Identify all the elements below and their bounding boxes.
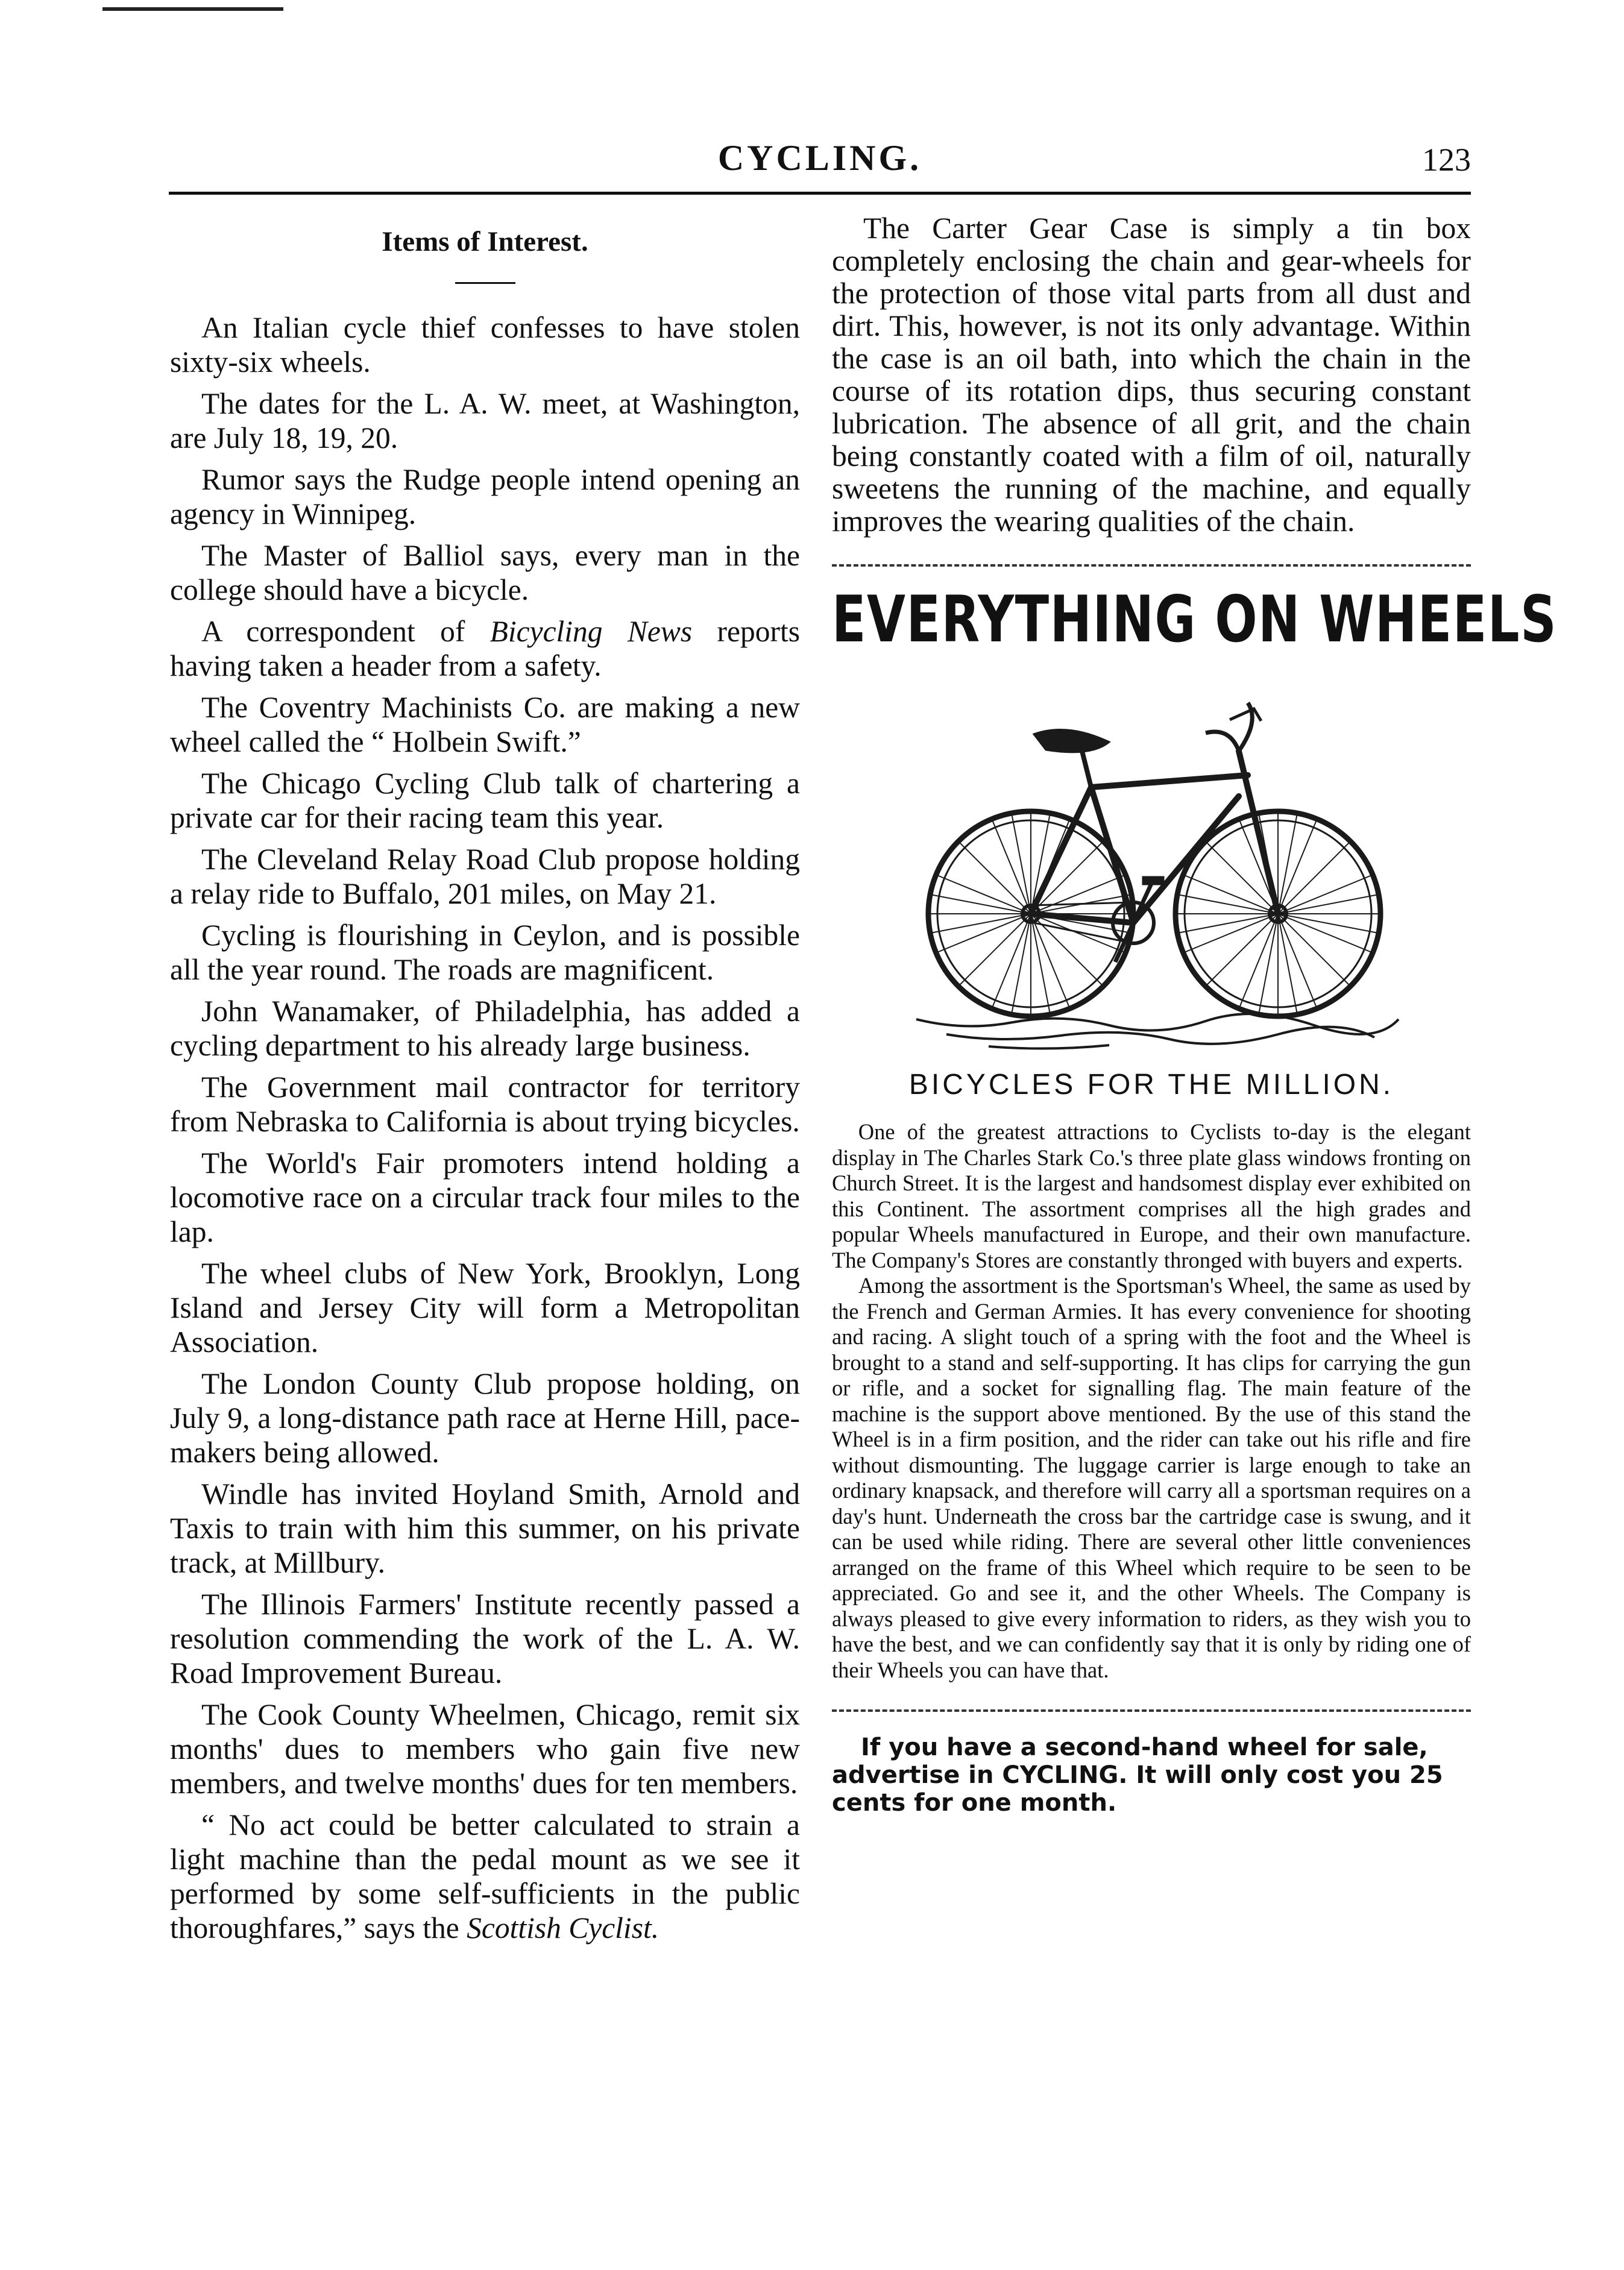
header-rule <box>169 192 1471 195</box>
bicycle-illustration <box>832 685 1471 1058</box>
news-item <box>170 614 800 683</box>
news-item: The London County Club propose holding, on July 9, a long-distance path race at Herne Hill, pace-makers being allowed. <box>170 1367 800 1469</box>
news-item: Windle has invited Hoyland Smith, Arnold and Taxis to train with him this summer, on his private track, at Millbury. <box>170 1477 800 1579</box>
classified-notice: If you have a second-hand wheel for sale, advertise in CYCLING. It will only cost you 25 cents for one month. <box>832 1734 1443 1817</box>
publication-name: Bicycling News <box>489 615 693 648</box>
news-item: The Chicago Cycling Club talk of chartering a private car for their racing team this year. <box>170 767 800 834</box>
news-items <box>170 310 800 1945</box>
ad-paragraph: One of the greatest attractions to Cyclists to-day is the elegant display in The Charles Stark Co.'s three plate glass windows fronting on Church Street. It is the largest and handsomest display ever exhibited on this Continent. The assortment comprises all the high grades and popular Wheels manufactured in Europe, and their own manufacture. The Company's Stores are constantly thronged with buyers and experts. <box>832 1119 1471 1272</box>
news-item: Rumor says the Rudge people intend opening an agency in Winnipeg. <box>170 463 800 530</box>
items-heading: Items of Interest. <box>382 226 588 257</box>
scan-mark <box>102 7 283 11</box>
running-title: CYCLING. <box>717 138 922 178</box>
news-item-text: “ No act could be better calculated to strain a light machine than the pedal mount as we see it performed by some self-sufficients in the public thoroughfares,” says the <box>170 1808 800 1945</box>
left-column <box>170 212 800 1952</box>
ad-headline: EVERYTHING ON WHEELS <box>832 582 1558 656</box>
news-item: The Master of Balliol says, every man in the college should have a bicycle. <box>170 539 800 606</box>
ad-subheading: BICYCLES FOR THE MILLION. <box>908 1069 1394 1101</box>
news-item: The wheel clubs of New York, Brooklyn, Long Island and Jersey City will form a Metropolitan Association. <box>170 1257 800 1359</box>
news-item: The dates for the L. A. W. meet, at Washington, are July 18, 19, 20. <box>170 387 800 454</box>
gear-case-paragraph: The Carter Gear Case is simply a tin box completely enclosing the chain and gear-wheels for the protection of those vital parts from all dust and dirt. This, however, is not its only advantage. Within the case is an oil bath, into which the chain in the course of its rotation dips, thus securing constant lubrication. The absence of all grit, and the chain being constantly coated with a film of oil, naturally sweetens the running of the machine, and equally improves the wearing qualities of the chain. <box>832 212 1471 538</box>
news-item <box>170 1808 800 1945</box>
section-divider <box>832 1709 1471 1715</box>
news-item: The Illinois Farmers' Institute recently passed a resolution commending the work of the L. A. W. Road Improvement Bureau. <box>170 1588 800 1690</box>
page-header <box>169 133 1471 193</box>
news-item: The Government mail contractor for territory from Nebraska to California is about trying bicycles. <box>170 1071 800 1138</box>
ad-paragraph: Among the assortment is the Sportsman's Wheel, the same as used by the French and German Armies. It has every convenience for shooting and racing. A slight touch of a spring with the foot and the Wheel is brought to a stand and self-supporting. It has clips for carrying the gun or rifle, and a socket for signalling flag. The main feature of the machine is the support above mentioned. By the use of this stand the Wheel is in a firm position, and the rider can take out his rifle and fire without dismounting. The luggage carrier is large enough to take an ordinary knapsack, and therefore will carry all a sportsman requires on a day's hunt. Underneath the cross bar the cartridge case is swung, and it can be used while riding. There are several other little conveniences arranged on the frame of this Wheel which require to be seen to be appreciated. Go and see it, and the other Wheels. The Company is always pleased to give every information to riders, as they wish you to have the best, and we can confidently say that it is only by riding one of their Wheels you can have that. <box>832 1273 1471 1682</box>
news-item: The Cook County Wheelmen, Chicago, remit six months' dues to members who gain five new members, and twelve months' dues for ten members. <box>170 1698 800 1800</box>
bicycle-icon <box>892 685 1411 1052</box>
right-column <box>832 212 1558 1817</box>
news-item-text: A correspondent of <box>201 615 490 648</box>
publication-name: Scottish Cyclist. <box>467 1911 659 1945</box>
ad-body <box>832 1119 1471 1683</box>
section-divider <box>832 564 1471 570</box>
gear-case-article <box>832 212 1471 538</box>
news-item: The Coventry Machinists Co. are making a new wheel called the “ Holbein Swift.” <box>170 691 800 758</box>
news-item: John Wanamaker, of Philadelphia, has added a cycling department to his already large business. <box>170 995 800 1062</box>
heading-divider <box>455 282 515 284</box>
news-item: Cycling is flourishing in Ceylon, and is possible all the year round. The roads are magnificent. <box>170 919 800 986</box>
news-item: An Italian cycle thief confesses to have stolen sixty-six wheels. <box>170 311 800 379</box>
news-item: The World's Fair promoters intend holding a locomotive race on a circular track four miles to the lap. <box>170 1146 800 1248</box>
news-item: The Cleveland Relay Road Club propose holding a relay ride to Buffalo, 201 miles, on May 21. <box>170 843 800 910</box>
news-item-text: reports having taken a header from a safety. <box>170 615 800 682</box>
page-number: 123 <box>1422 142 1471 178</box>
